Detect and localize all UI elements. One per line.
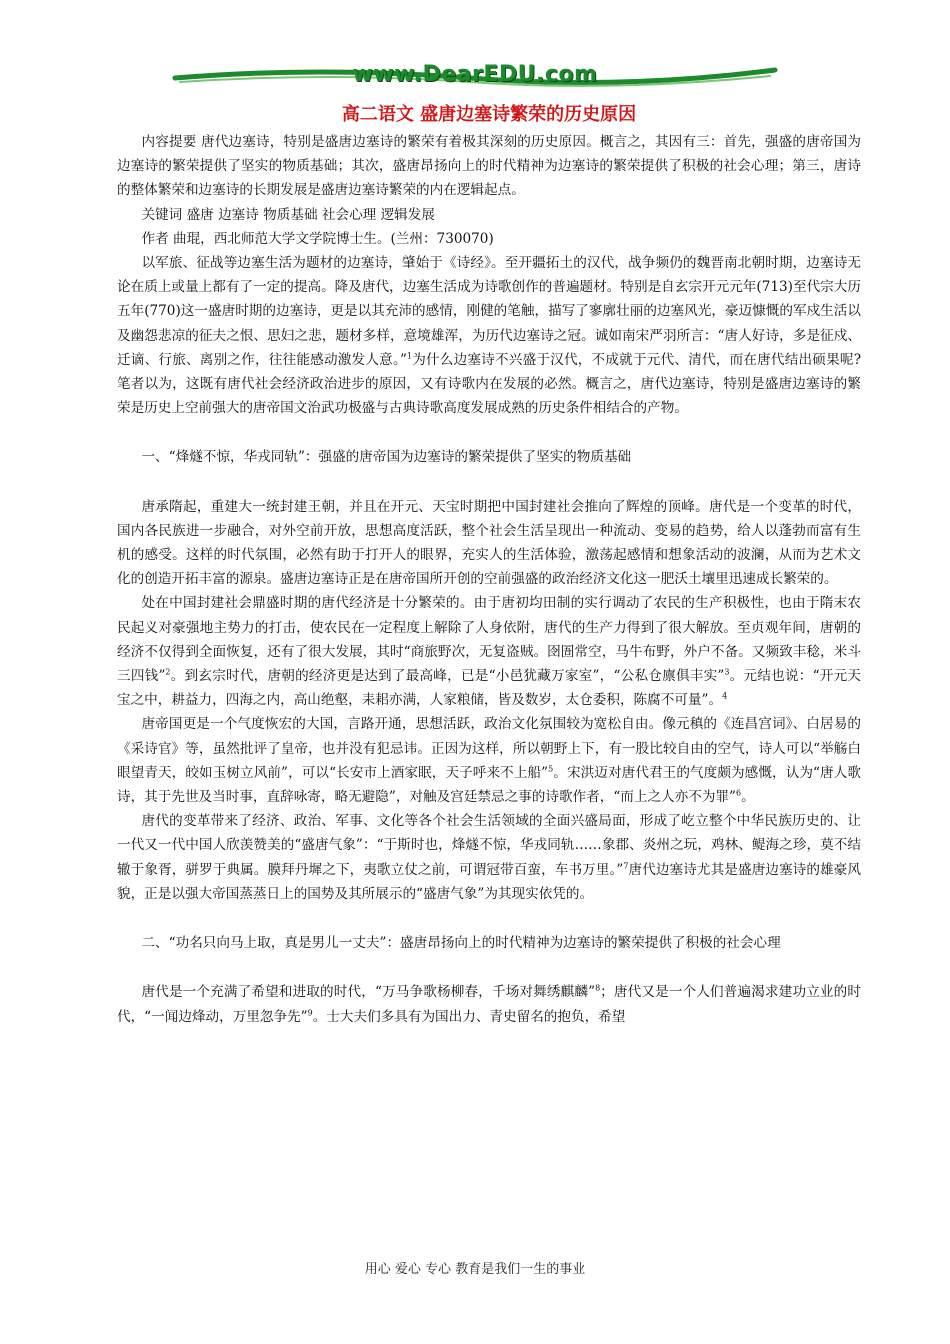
page-footer: 用心 爱心 专心 教育是我们一生的事业: [364, 1262, 586, 1277]
text-segment: ；唐代又是一个人们普遍渴求建功立业的时代，“一闻边烽动，万里忽争先”: [117, 984, 861, 1025]
intro-text-1: 以军旅、征战等边塞生活为题材的边塞诗，肇始于《诗经》。至开疆拓土的汉代，战争频仍的魏晋南北朝时期，边塞诗无论在质上或量上都有了一定的提高。降及唐代，边塞生活成为诗歌创作的普遍题材。特别是自玄宗开元元年(713)至代宗大历五年(770)这一盛唐时期的边塞诗，更是以其充沛的感情，刚健的笔触，描写了寥廓壮丽的边塞风光，豪迈慷慨的军戍生活以及幽怨悲凉的征夫之恨、思妇之悲，题材多样，意境雄浑，为历代边塞诗之冠。诚如南宋严羽所言：“唐人好诗，多是征戍、迁谪、行旅、离别之作，往往能感动激发人意。”: [117, 255, 861, 368]
text-segment: 。到玄宗时代，唐朝的经济更是达到了最高峰，已是“小邑犹藏万家室”，“公私仓廪俱丰实”: [170, 668, 725, 685]
site-banner: [170, 56, 780, 96]
section-1-heading: 一、“烽燧不惊，华戎同轨”：强盛的唐帝国为边塞诗的繁荣提供了坚实的物质基础: [141, 449, 632, 466]
footnote-ref: 5: [548, 764, 554, 774]
banner-text[interactable]: www.DearEDU.com: [352, 62, 598, 87]
footnote-ref: 7: [623, 861, 629, 871]
text-segment: 。元结也说：“开元天宝之中，耕益力，四海之内，高山绝壑，耒耜亦满，人家粮储，皆及数岁，太仓委积，陈腐不可量”。: [117, 668, 862, 709]
text-segment: 。宋洪迈对唐代君王的气度颇为感慨，认为“唐人歌诗，其于先世及当时事，直辞咏寄，略无避隐”，对触及宫廷禁忌之事的诗歌作者，“而上之人亦不为罪”: [117, 764, 861, 806]
text-segment: 唐帝国更是一个气度恢宏的大国，言路开通，思想活跃，政治文化氛围较为宽松自由。像元稹的《连昌宫词》、白居易的《采诗官》等，虽然批评了皇帝，也并没有犯忌讳。正因为这样，所以朝野上下，有一股比较自由的空气，诗人可以“举觞白眼望青天，皎如玉树立风前”，可以“长安市上酒家眠，天子呼来不上船”: [117, 716, 861, 781]
article-title: 高二语文 盛唐边塞诗繁荣的历史原因: [341, 104, 637, 125]
intro-paragraph: [117, 251, 861, 420]
footnote-ref: 1: [406, 351, 412, 361]
section-1-paragraph-3: [117, 712, 861, 809]
section-1-paragraph-1: 唐承隋起，重建大一统封建王朝，并且在开元、天宝时期把中国封建社会推向了辉煌的顶峰。唐代是一个变革的时代，国内各民族进一步融合，对外空前开放，思想高度活跃，整个社会生活呈现出一种流动、变易的趋势，给人以蓬勃而富有生机的感受。这样的时代氛围，必然有助于打开人的眼界，充实人的生活体验，激荡起感情和想象活动的波澜，从而为艺术文化的创造开拓丰富的源泉。盛唐边塞诗正是在唐帝国所开创的空前强盛的政治经济文化这一肥沃土壤里迅速成长繁荣的。: [117, 498, 861, 588]
footnote-ref: 9: [307, 1007, 313, 1017]
text-segment: 唐代是一个充满了希望和进取的时代，“万马争歌杨柳春，千场对舞绣麒麟”: [141, 984, 596, 1001]
footnote-ref: 2: [165, 667, 171, 677]
text-segment: 。: [741, 789, 755, 806]
section-2-paragraph-1: [117, 980, 861, 1028]
section-1-paragraph-2: [117, 591, 861, 712]
section-2-heading: 二、“功名只向马上取，真是男儿一丈夫”：盛唐昂扬向上的时代精神为边塞诗的繁荣提供了积极的社会心理: [141, 935, 781, 952]
abstract: 内容提要 唐代边塞诗，特别是盛唐边塞诗的繁荣有着极其深刻的历史原因。概言之，其因有三：首先，强盛的唐帝国为边塞诗的繁荣提供了坚实的物质基础；其次，盛唐昂扬向上的时代精神为边塞诗的繁荣提供了积极的社会心理；第三，唐诗的整体繁荣和边塞诗的长期发展是盛唐边塞诗繁荣的内在逻辑起点。: [117, 134, 861, 199]
intro-text-2: 为什么边塞诗不兴盛于汉代，不成就于元代、清代，而在唐代结出硕果呢?笔者以为，这既有唐代社会经济政治进步的原因，又有诗歌内在发展的必然。概言之，唐代边塞诗，特别是盛唐边塞诗的繁荣是历史上空前强大的唐帝国文治武功极盛与古典诗歌高度发展成熟的历史条件相结合的产物。: [117, 351, 861, 417]
text-segment: 唐代的变革带来了经济、政治、军事、文化等各个社会生活领域的全面兴盛局面，形成了屹立整个中华民族历史的、让一代又一代中国人欣羡赞美的“盛唐气象”：“于斯时也，烽燧不惊，华戎同轨……象郡、炎州之玩，鸡林、鳀海之珍，莫不结辙于象胥，骈罗于典属。膜拜丹墀之下，夷歌立仗之前，可谓冠带百蛮，车书万里。”: [117, 813, 861, 878]
text-segment: 。士大夫们多具有为国出力、青史留名的抱负，希望: [312, 1008, 626, 1025]
author-line: 作者 曲琨，西北师范大学文学院博士生。(兰州：730070): [141, 230, 494, 247]
footnote-ref: 8: [595, 983, 601, 993]
article: [117, 104, 861, 1029]
footnote-ref: 4: [722, 691, 728, 701]
section-1-paragraph-4: [117, 809, 861, 906]
text-segment: 处在中国封建社会鼎盛时期的唐代经济是十分繁荣的。由于唐初均田制的实行调动了农民的生产积极性，也由于隋末农民起义对豪强地主势力的打击，使农民在一定程度上解除了人身依附，唐代的生产力得到了很大解放。至贞观年间，唐朝的经济不仅得到全面恢复，还有了很大发展，其时“商旅野次，无复盗贼。囹圄常空，马牛布野，外户不备。又频致丰稔，米斗三四钱”: [117, 595, 861, 685]
text-segment: 唐代边塞诗尤其是盛唐边塞诗的雄豪风貌，正是以强大帝国蒸蒸日上的国势及其所展示的“盛唐气象”为其现实依凭的。: [117, 861, 861, 902]
footnote-ref: 6: [735, 788, 742, 798]
footnote-ref: 3: [724, 667, 730, 677]
keywords: 关键词 盛唐 边塞诗 物质基础 社会心理 逻辑发展: [141, 206, 435, 223]
